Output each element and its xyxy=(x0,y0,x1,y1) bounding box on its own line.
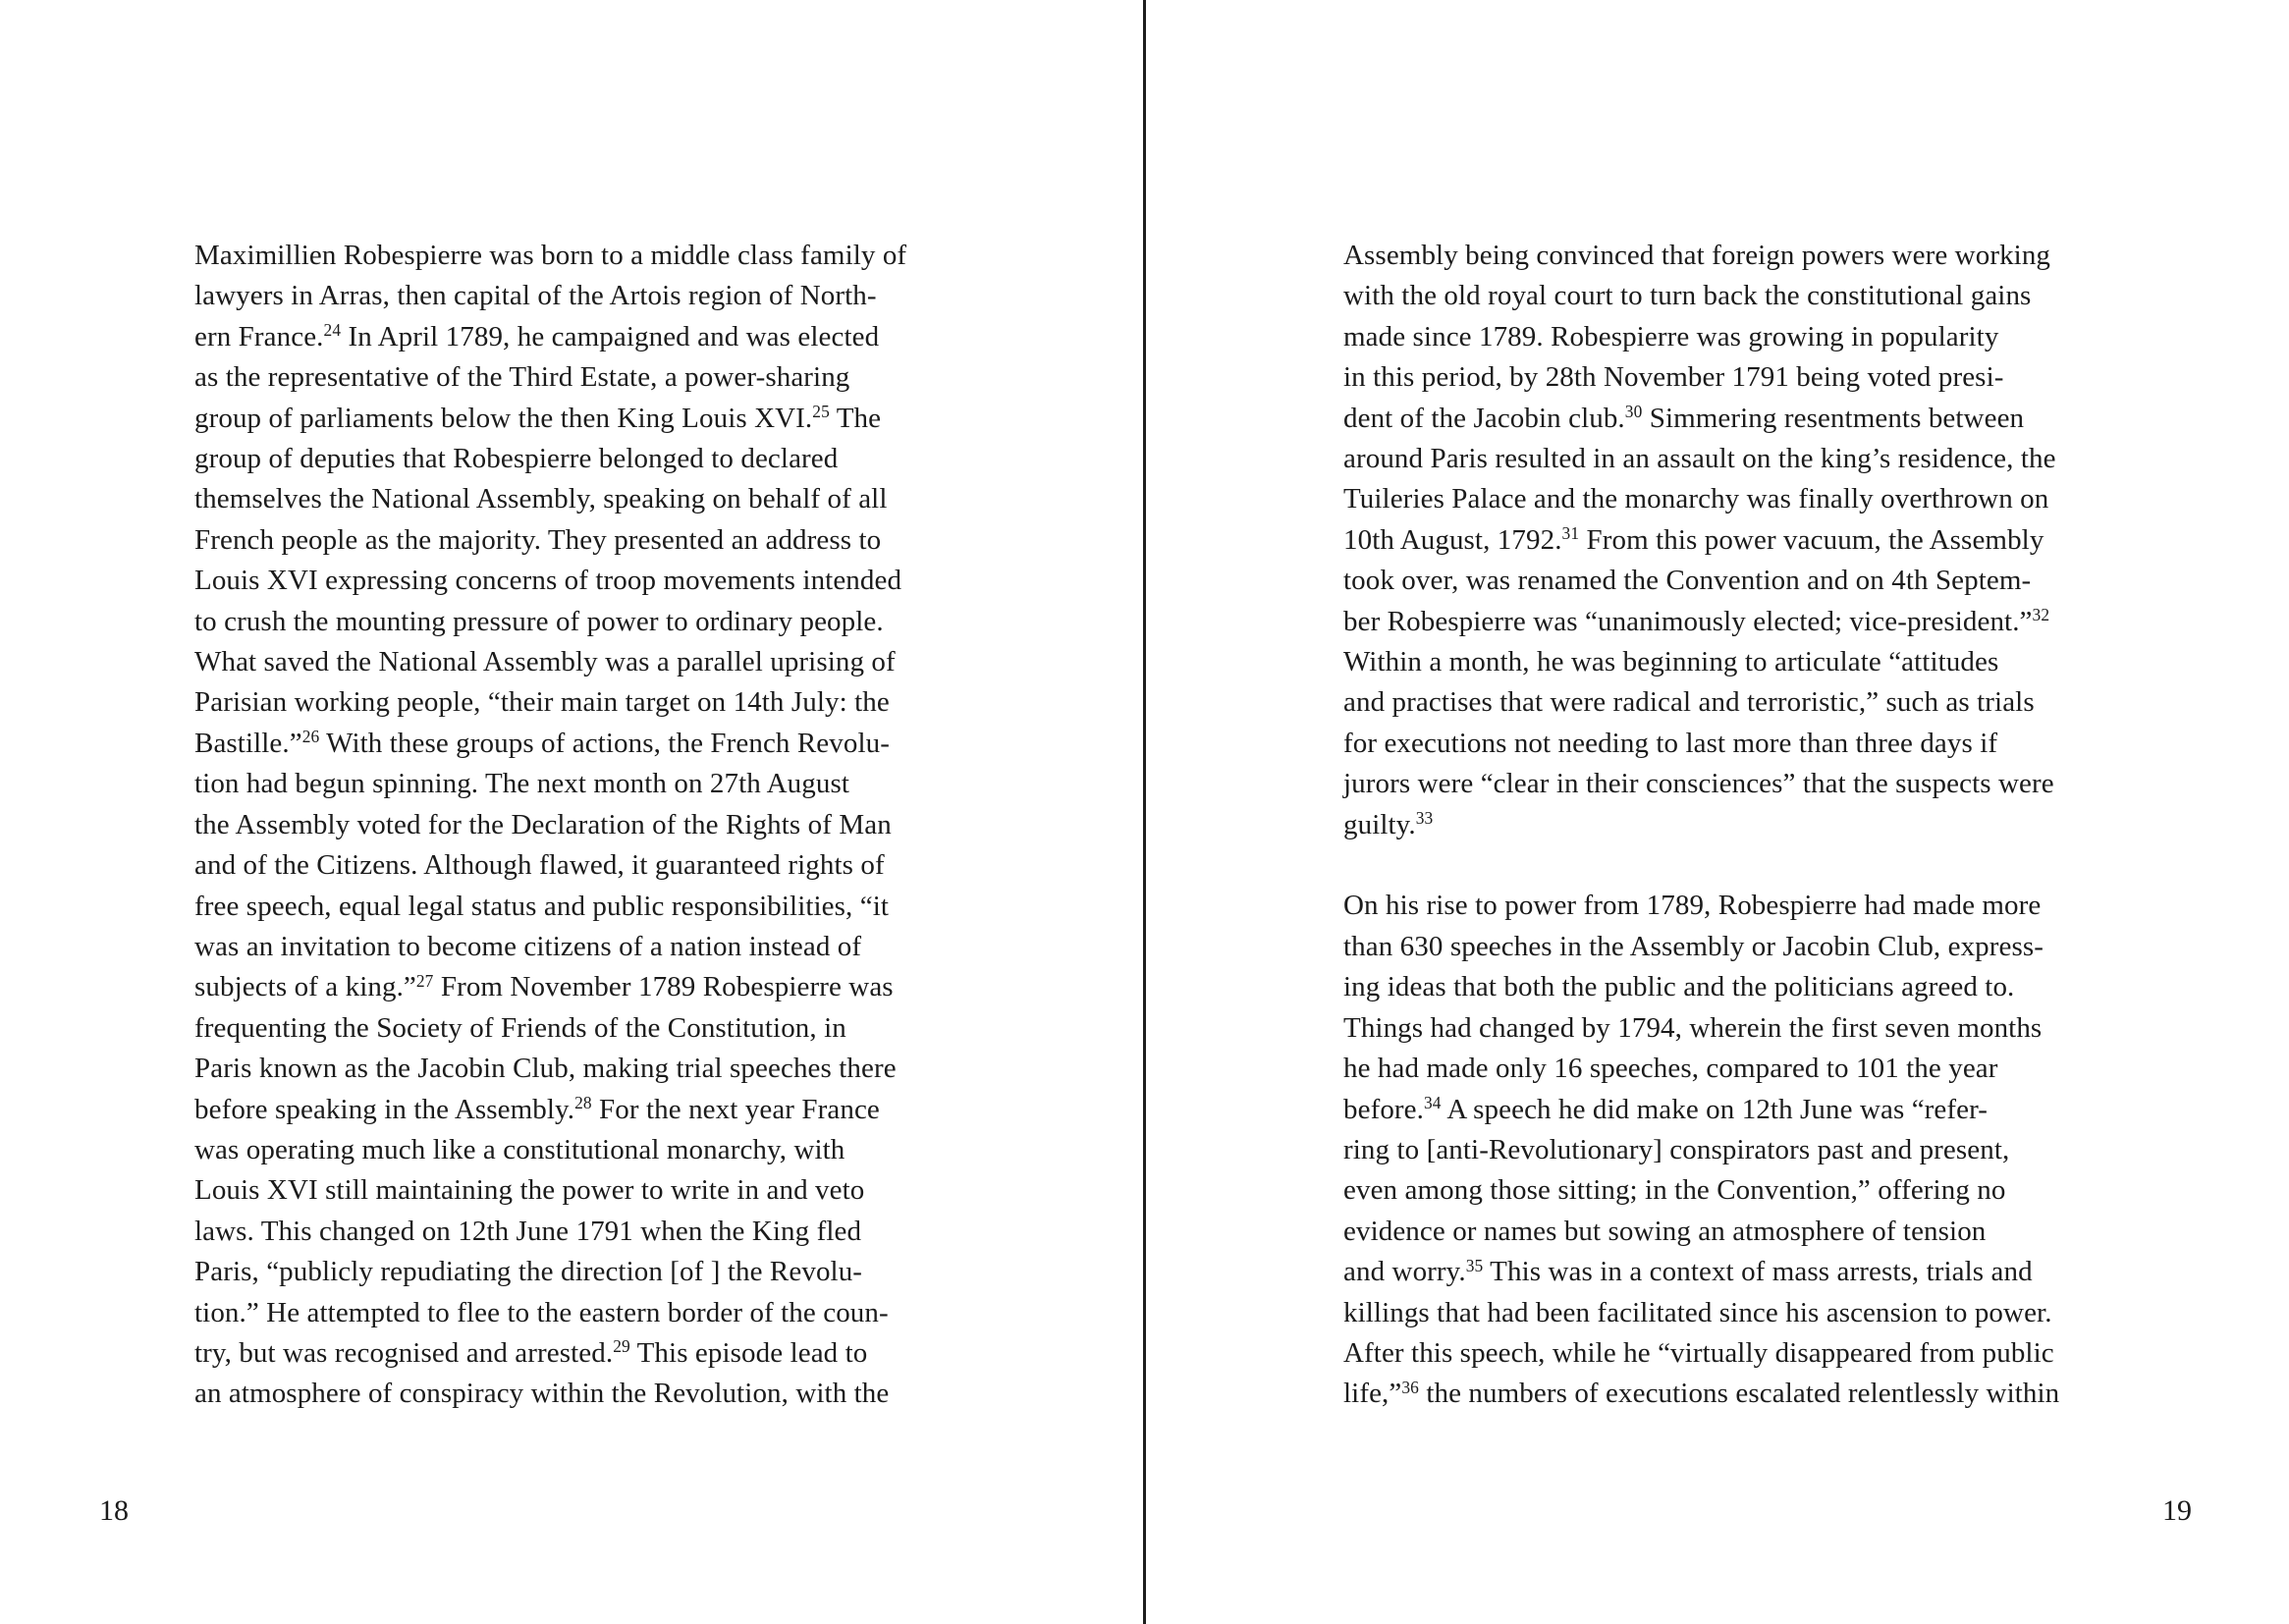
text-line: for executions not needing to last more than three days if xyxy=(1343,727,1998,759)
text-line: group of deputies that Robespierre belonged to declared xyxy=(194,443,839,475)
text-line: dent of the Jacobin club.$^{30}$ Simmering resentments between xyxy=(1343,402,2025,434)
text-line: lawyers in Arras, then capital of the Artois region of North- xyxy=(194,280,877,312)
text-line: guilty.$^{33}$ xyxy=(1343,808,1434,840)
text-line: and practises that were radical and terroristic,” such as trials xyxy=(1343,686,2035,719)
text-line: French people as the majority. They presented an address to xyxy=(194,523,882,556)
text-line: themselves the National Assembly, speaking on behalf of all xyxy=(194,483,888,515)
text-line: and of the Citizens. Although flawed, it guaranteed rights of xyxy=(194,849,885,882)
text-line: before speaking in the Assembly.$^{28}$ For the next year France xyxy=(194,1092,880,1125)
text-line: Bastille.”$^{26}$ With these groups of actions, the French Revolu- xyxy=(194,727,890,759)
text-line: Parisian working people, “their main target on 14th July: the xyxy=(194,686,890,719)
left-text-column xyxy=(194,236,980,1415)
left-page-number: 18 xyxy=(99,1494,129,1527)
text-line: Things had changed by 1794, wherein the first seven months xyxy=(1343,1011,2043,1044)
text-line: than 630 speeches in the Assembly or Jacobin Club, express- xyxy=(1343,930,2044,962)
text-line: tion.” He attempted to flee to the eastern border of the coun- xyxy=(194,1296,889,1328)
text-line: try, but was recognised and arrested.$^{29}$ This episode lead to xyxy=(194,1336,868,1369)
paragraph xyxy=(1343,886,2129,1414)
text-line: Within a month, he was beginning to articulate “attitudes xyxy=(1343,646,1999,678)
text-line: and worry.$^{35}$ This was in a context of mass arrests, trials and xyxy=(1343,1255,2033,1288)
text-line: with the old royal court to turn back the constitutional gains xyxy=(1343,280,2032,312)
page-divider-line xyxy=(1143,0,1146,1624)
paragraph xyxy=(194,236,980,1415)
text-line: to crush the mounting pressure of power to ordinary people. xyxy=(194,605,884,637)
text-line: laws. This changed on 12th June 1791 when the King fled xyxy=(194,1215,862,1247)
text-line: Paris known as the Jacobin Club, making trial speeches there xyxy=(194,1053,897,1085)
text-line: around Paris resulted in an assault on the king’s residence, the xyxy=(1343,443,2056,475)
text-line: he had made only 16 speeches, compared to 101 the year xyxy=(1343,1053,1998,1085)
right-text-column xyxy=(1343,236,2129,1415)
text-line: an atmosphere of conspiracy within the Revolution, with the xyxy=(194,1378,890,1410)
text-line: was operating much like a constitutional monarchy, with xyxy=(194,1133,845,1165)
text-line: On his rise to power from 1789, Robespierre had made more xyxy=(1343,890,2042,922)
text-line: in this period, by 28th November 1791 being voted presi- xyxy=(1343,361,2004,394)
text-line: killings that had been facilitated since his ascension to power. xyxy=(1343,1296,2052,1328)
text-line: subjects of a king.”$^{27}$ From November 1789 Robespierre was xyxy=(194,970,894,1003)
right-page-number: 19 xyxy=(2162,1494,2192,1527)
text-line: free speech, equal legal status and public responsibilities, “it xyxy=(194,890,890,922)
text-line: jurors were “clear in their consciences” that the suspects were xyxy=(1343,768,2054,800)
text-line: 10th August, 1792.31 From this power vacuum, the Assembly xyxy=(1343,523,2044,556)
text-line: Louis XVI expressing concerns of troop movements intended xyxy=(194,565,902,597)
text-line: frequenting the Society of Friends of the Constitution, in xyxy=(194,1011,846,1044)
paragraph xyxy=(1343,236,2129,845)
text-line: tion had begun spinning. The next month on 27th August xyxy=(194,768,850,800)
text-line: Assembly being convinced that foreign powers were working xyxy=(1343,240,2051,271)
text-line: ern France.$^{24}$ In April 1789, he campaigned and was elected xyxy=(194,320,880,352)
text-line: ring to [anti-Revolutionary] conspirators past and present, xyxy=(1343,1133,2010,1165)
text-line: Tuileries Palace and the monarchy was finally overthrown on xyxy=(1343,483,2049,515)
text-line: made since 1789. Robespierre was growing in popularity xyxy=(1343,320,1999,352)
text-line: before.$^{34}$ A speech he did make on 12th June was “refer- xyxy=(1343,1092,1989,1125)
text-line: ber Robespierre was “unanimously elected; vice-president.”$^{32}$ xyxy=(1343,605,2050,637)
text-line: Louis XVI still maintaining the power to write in and veto xyxy=(194,1174,865,1207)
text-line: life,”$^{36}$ the numbers of executions escalated relentlessly within xyxy=(1343,1377,2060,1410)
text-line: was an invitation to become citizens of a nation instead of xyxy=(194,930,862,962)
text-line: evidence or names but sowing an atmosphere of tension xyxy=(1343,1215,1987,1247)
text-line: even among those sitting; in the Convention,” offering no xyxy=(1343,1174,2006,1207)
text-line: as the representative of the Third Estate, a power-sharing xyxy=(194,361,850,394)
text-line: What saved the National Assembly was a parallel uprising of xyxy=(194,646,896,678)
text-line: ing ideas that both the public and the politicians agreed to. xyxy=(1343,971,2015,1003)
text-line: took over, was renamed the Convention and on 4th Septem- xyxy=(1343,565,2032,597)
text-line: the Assembly voted for the Declaration of the Rights of Man xyxy=(194,808,892,840)
text-line: Paris, “publicly repudiating the direction [of ] the Revolu- xyxy=(194,1256,863,1288)
text-line: group of parliaments below the then King Louis XVI.$^{25}$ The xyxy=(194,402,882,434)
text-line: After this speech, while he “virtually disappeared from public xyxy=(1343,1336,2054,1369)
text-line: Maximillien Robespierre was born to a middle class family of xyxy=(194,240,907,271)
